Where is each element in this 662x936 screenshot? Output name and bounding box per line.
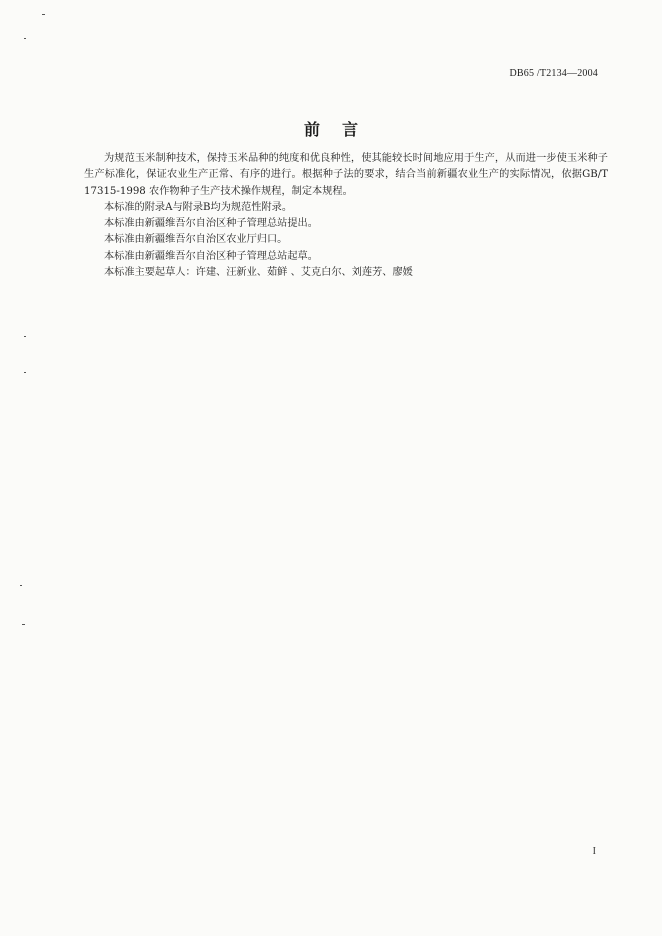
paragraph: 为规范玉米制种技术，保持玉米品种的纯度和优良种性，使其能较长时间地应用于生产，从而进一步使玉米种子生产标准化，保证农业生产正常、有序的进行。根据种子法的要求，结合当前新疆农业生产的实际情况，依据GB/T 17315-1998 农作物种子生产技术操作规程，制定本规程。 bbox=[84, 153, 608, 197]
scan-speck bbox=[24, 38, 26, 39]
page-number: I bbox=[592, 846, 596, 857]
page-title: 前言 bbox=[303, 120, 380, 139]
paragraph: 本标准主要起草人：许建、汪新业、茹鲜 、艾克白尔、刘莲芳、廖媛 bbox=[104, 267, 413, 279]
scan-speck bbox=[22, 624, 25, 625]
paragraph: 本标准由新疆维吾尔自治区农业厅归口。 bbox=[104, 234, 288, 246]
paragraph: 本标准由新疆维吾尔自治区种子管理总站起草。 bbox=[104, 250, 318, 262]
scan-speck bbox=[24, 372, 26, 373]
scan-speck bbox=[42, 14, 45, 15]
foreword-body bbox=[84, 151, 608, 281]
scan-speck bbox=[20, 585, 22, 586]
paragraph: 本标准的附录A与附录B均为规范性附录。 bbox=[104, 201, 293, 213]
paragraph: 本标准由新疆维吾尔自治区种子管理总站提出。 bbox=[104, 218, 318, 230]
standard-code: DB65 /T2134—2004 bbox=[509, 68, 598, 79]
scan-speck bbox=[24, 336, 26, 337]
